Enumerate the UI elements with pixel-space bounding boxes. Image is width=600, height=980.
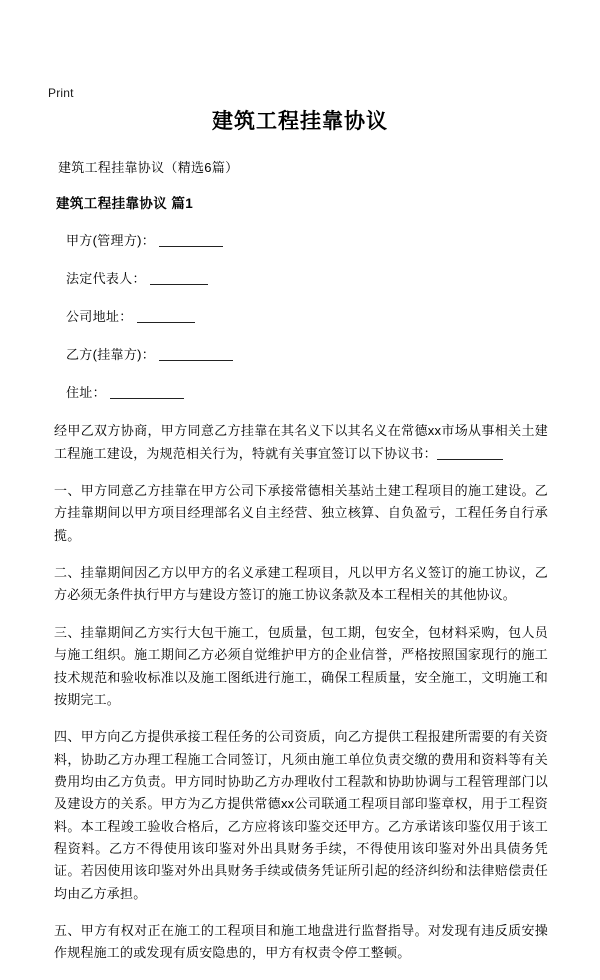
field-label-residence: 住址： (66, 385, 106, 401)
field-row-residence (52, 382, 548, 401)
field-blank-legal-rep[interactable] (150, 271, 208, 285)
document-body (52, 108, 548, 980)
page-title: 建筑工程挂靠协议 (212, 110, 388, 133)
field-blank-residence[interactable] (110, 385, 184, 399)
field-label-party-b: 乙方(挂靠方)： (66, 347, 156, 363)
field-label-legal-rep: 法定代表人： (66, 271, 146, 287)
paragraph-clause-3: 三、挂靠期间乙方实行大包干施工，包质量，包工期，包安全，包材料采购，包人员与施工组织。施工期间乙方必须自觉维护甲方的企业信誉，严格按照国家现行的施工技术规范和验收标准以及施工图纸进行施工，确保工程质量，安全施工，文明施工和按期完工。 (54, 624, 548, 707)
paragraph-clause-5: 五、甲方有权对正在施工的工程项目和施工地盘进行监督指导。对发现有违反质安操作规程施工的或发现有质安隐患的，甲方有权责令停工整顿。 (54, 923, 548, 961)
field-row-party-b (52, 344, 548, 363)
field-blank-party-b[interactable] (159, 347, 233, 361)
paragraph-clause-2: 二、挂靠期间因乙方以甲方的名义承建工程项目，凡以甲方名义签订的施工协议，乙方必须无条件执行甲方与建设方签订的施工协议条款及本工程相关的其他协议。 (54, 565, 548, 603)
paragraph-clause-1: 一、甲方同意乙方挂靠在甲方公司下承接常德相关基站土建工程项目的施工建设。乙方挂靠期间以甲方项目经理部名义自主经营、独立核算、自负盈亏，工程任务自行承揽。 (54, 483, 548, 543)
field-row-company-address (52, 306, 548, 325)
paragraph-text: 经甲乙双方协商，甲方同意乙方挂靠在其名义下以其名义在常德xx市场从事相关土建工程施工建设，为规范相关行为，特就有关事宜签订以下协议书： (54, 423, 548, 461)
field-label-party-a: 甲方(管理方)： (66, 233, 156, 249)
field-label-company-address: 公司地址： (66, 309, 133, 325)
print-link[interactable]: Print (48, 86, 74, 100)
field-blank-party-a[interactable] (159, 233, 223, 247)
section-title: 建筑工程挂靠协议 篇1 (56, 196, 194, 212)
document-subtitle: 建筑工程挂靠协议（精选6篇） (58, 160, 239, 176)
field-blank-company-address[interactable] (137, 309, 195, 323)
paragraph-preamble (52, 420, 548, 465)
preamble-blank[interactable] (437, 446, 503, 460)
field-row-party-a (52, 230, 548, 249)
field-row-legal-rep (52, 268, 548, 287)
paragraph-clause-4: 四、甲方向乙方提供承接工程任务的公司资质，向乙方提供工程报建所需要的有关资料，协助乙方办理工程施工合同签订，凡须由施工单位负责交缴的费用和资料等有关费用均由乙方负责。甲方同时协助乙方办理收付工程款和协助协调与工程管理部门以及建设方的关系。甲方为乙方提供常德xx公司联通工程项目部印鉴章权，用于工程资料。本工程竣工验收合格后，乙方应将该印鉴交还甲方。乙方承诺该印鉴仅用于该工程资料。乙方不得使用该印鉴对外出具财务手续，不得使用该印鉴对外出具债务凭证。若因使用该印鉴对外出具财务手续或债务凭证所引起的经济纠纷和法律赔偿责任均由乙方承担。 (54, 729, 548, 901)
